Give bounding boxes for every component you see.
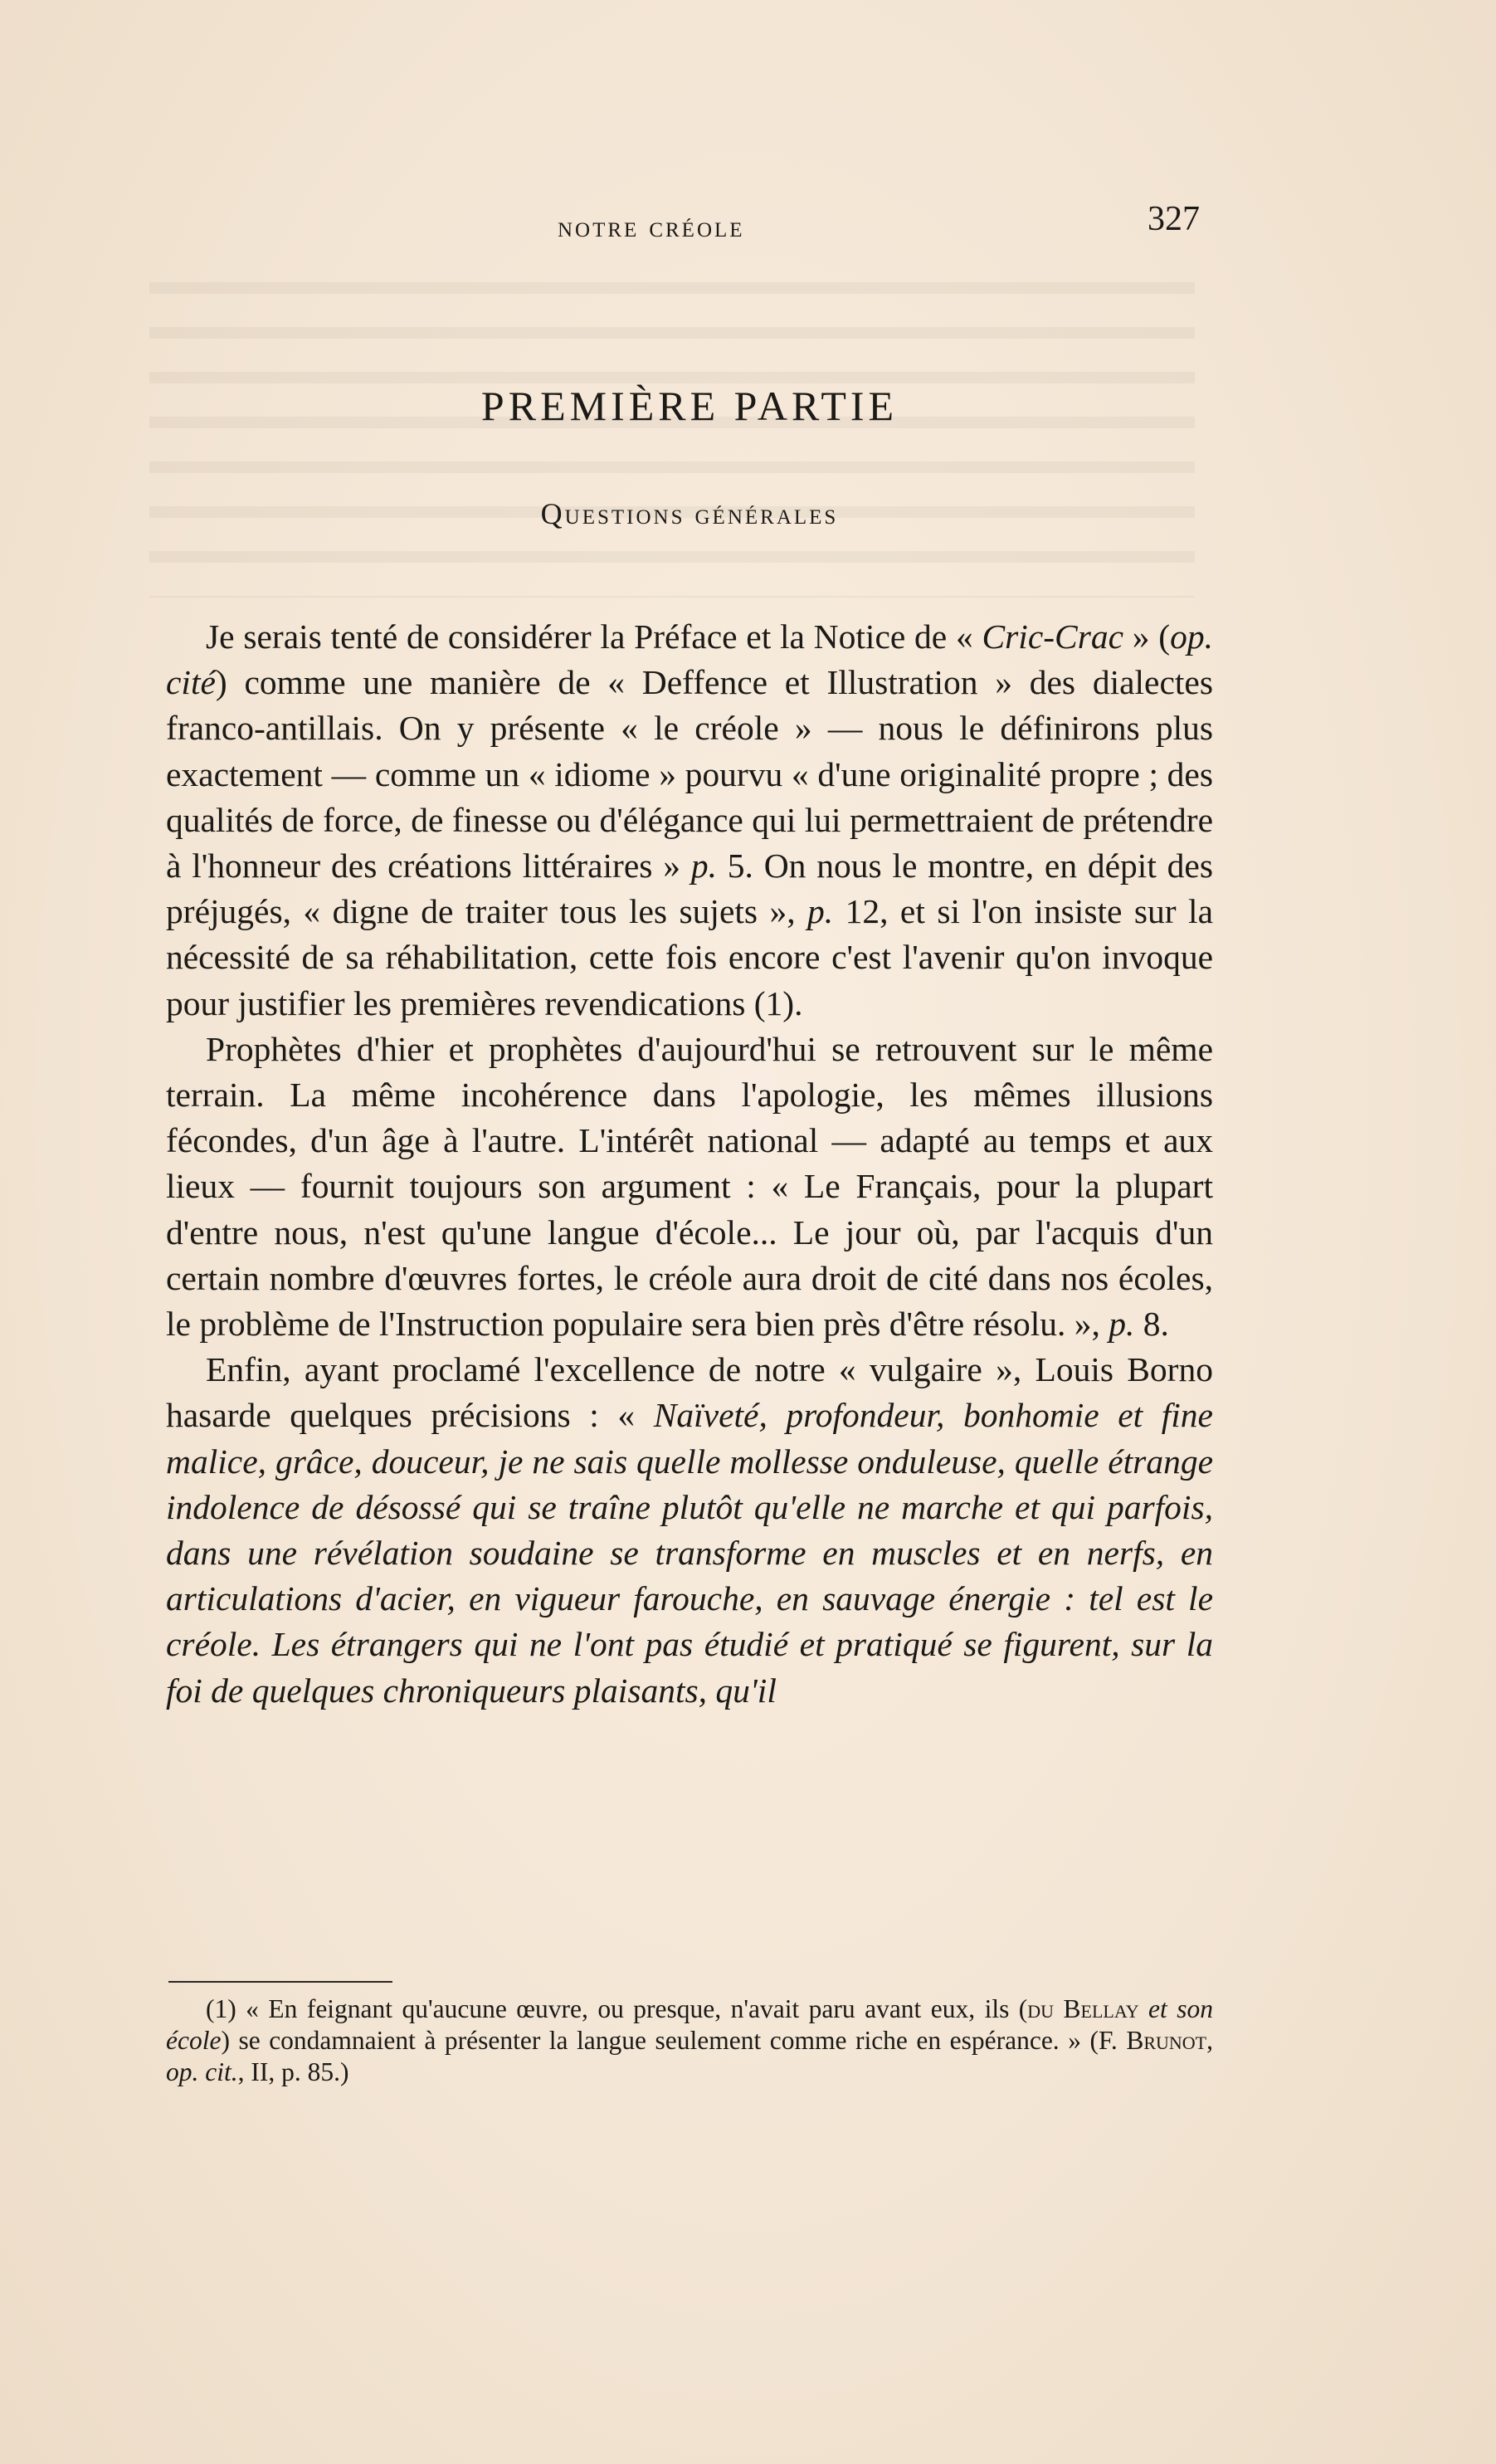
footnote-divider — [168, 1981, 392, 1983]
section-title: Questions générales — [540, 497, 839, 530]
footnote: (1) « En feignant qu'aucune œuvre, ou presque, n'avait paru avant eux, ils (du Bellay et son école) se condamnaient à présenter la langue seulement comme riche en espérance. » (F. Brunot, op. cit., II, p. 85.) — [166, 1994, 1213, 2086]
show-through-text — [149, 282, 1195, 598]
paragraph: Je serais tenté de considérer la Préface et la Notice de « Cric-Crac » (op. cité) comme une manière de « Deffence et Illustration » des dialectes franco-antillais. On y présente « le créole » — nous le définirons plus exactement — comme un « idiome » pourvu « d'une originalité propre ; des qualités de force, de finesse ou d'élégance qui lui permettraient de prétendre à l'honneur des créations littéraires » p. 5. On nous le montre, en dépit des préjugés, « digne de traiter tous les sujets », p. 12, et si l'on insiste sur la nécessité de sa réhabilitation, cette fois encore c'est l'avenir qu'on invoque pour justifier les premières revendications (1). — [166, 617, 1213, 1022]
paragraph: Prophètes d'hier et prophètes d'aujourd'hui se retrouvent sur le même terrain. La même incohérence dans l'apologie, les mêmes illusions fécondes, d'un âge à l'autre. L'intérêt national — adapté au temps et aux lieux — fournit toujours son argument : « Le Français, pour la plupart d'entre nous, n'est qu'une langue d'école... Le jour où, par l'acquis d'un certain nombre d'œuvres fortes, le créole aura droit de cité dans nos écoles, le problème de l'Instruction populaire sera bien près d'être résolu. », p. 8. — [166, 1029, 1213, 1344]
running-head: notre créole — [558, 210, 745, 243]
page-number: 327 — [1148, 200, 1200, 238]
part-title: PREMIÈRE PARTIE — [480, 383, 899, 429]
body-text — [166, 614, 1213, 1714]
paragraph: Enfin, ayant proclamé l'excellence de notre « vulgaire », Louis Borno hasarde quelques précisions : « Naïveté, profondeur, bonhomie et fine malice, grâce, douceur, je ne sais quelle mollesse onduleuse, quelle étrange indolence de désossé qui se traîne plutôt qu'elle ne marche et qui parfois, dans une révélation soudaine se transforme en muscles et en nerfs, en articulations d'acier, en vigueur farouche, en sauvage énergie : tel est le créole. Les étrangers qui ne l'ont pas étudié et pratiqué se figurent, sur la foi de quelques chroniqueurs plaisants, qu'il — [166, 1350, 1213, 1710]
